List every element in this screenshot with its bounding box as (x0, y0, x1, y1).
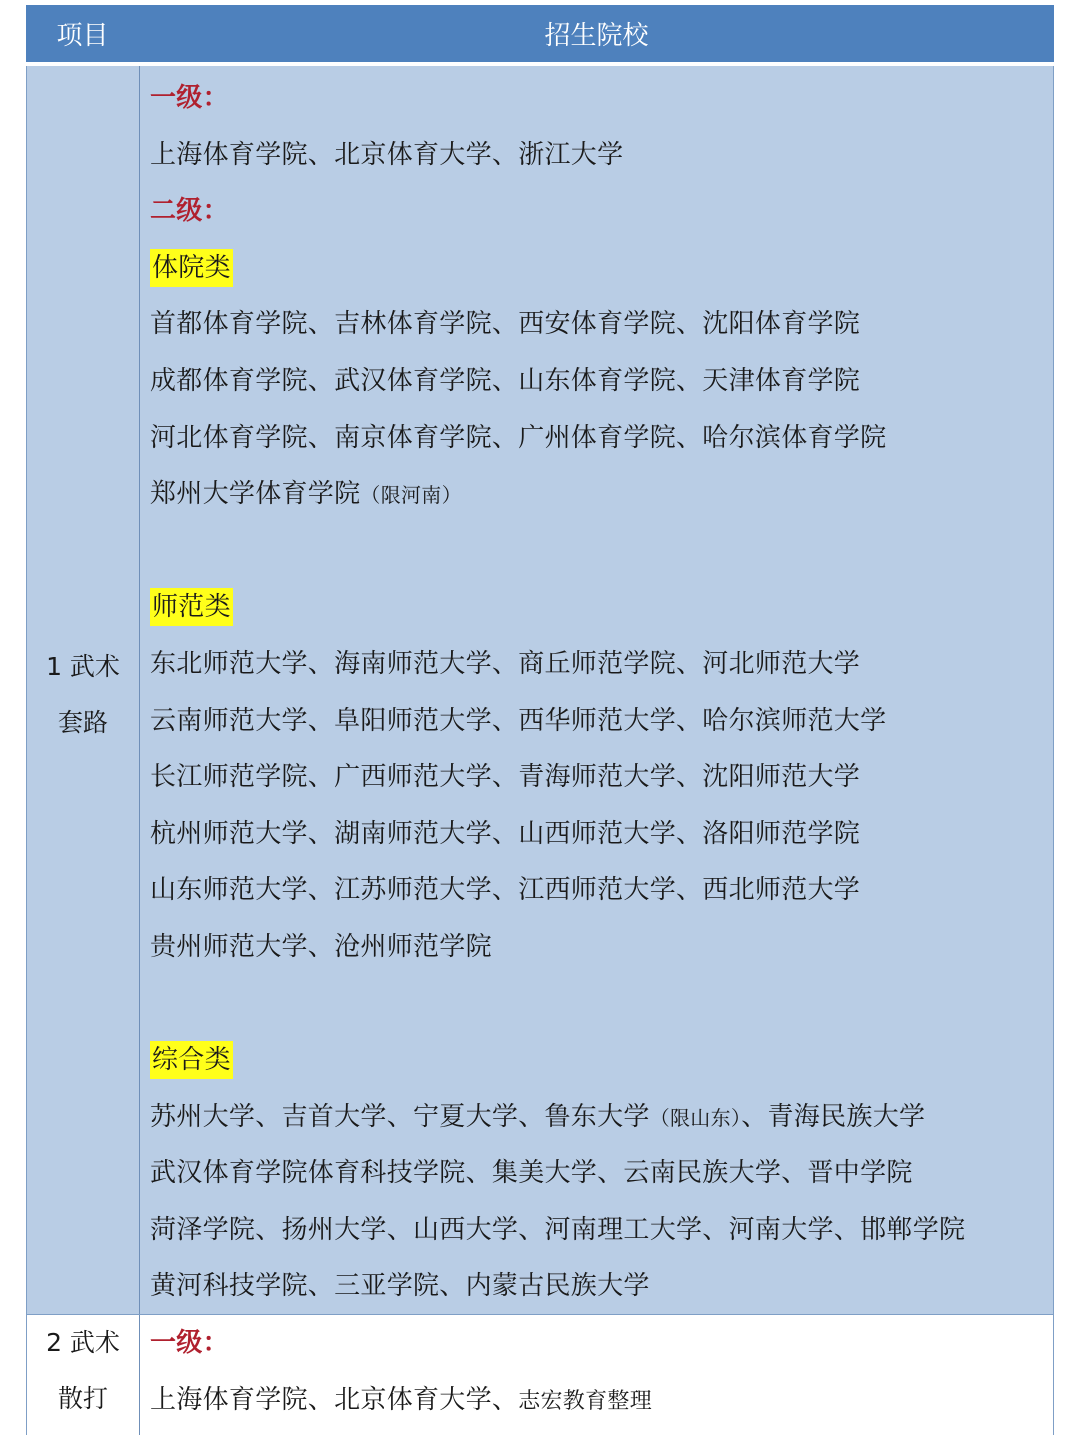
level-1-label: 一级： (150, 83, 229, 113)
list-item: 云南师范大学、阜阳师范大学、西华师范大学、哈尔滨师范大学 (150, 705, 887, 736)
list-item: 成都体育学院、武汉体育学院、山东体育学院、天津体育学院 (150, 365, 861, 396)
restriction-note: （限河南） (360, 483, 462, 508)
list-item: 长江师范学院、广西师范大学、青海师范大学、沈阳师范大学 (150, 762, 861, 793)
table-row-wushu-sanda (26, 1314, 1054, 1435)
item-name-line2: 套路 (57, 708, 108, 737)
admissions-table (26, 5, 1054, 1435)
list-item: 贵州师范大学、沧州师范学院 (150, 931, 492, 962)
header-item: 项目 (56, 21, 109, 51)
level-1-schools: 上海体育学院、北京体育大学、浙江大学 (150, 139, 624, 170)
level-2-label: 二级： (150, 196, 229, 227)
item-name-line2: 散打 (57, 1384, 108, 1413)
table-row-wushu-taolu (26, 66, 1054, 1314)
category-normal-universities: 师范类 (150, 579, 1053, 636)
item-cell (27, 1315, 140, 1435)
list-item: 东北师范大学、海南师范大学、商丘师范学院、河北师范大学 (150, 648, 861, 679)
level-1-schools: 上海体育学院、北京体育大学、志宏教育整理 (150, 1384, 653, 1415)
list-item: 郑州大学体育学院（限河南） (150, 479, 462, 510)
list-item: 杭州师范大学、湖南师范大学、山西师范大学、洛阳师范学院 (150, 818, 861, 849)
header-schools: 招生院校 (544, 21, 649, 51)
list-item: 苏州大学、吉首大学、宁夏大学、鲁东大学（限山东）、青海民族大学 (150, 1101, 926, 1132)
schools-cell (140, 1315, 1053, 1435)
list-item: 菏泽学院、扬州大学、山西大学、河南理工大学、河南大学、邯郸学院 (150, 1214, 966, 1245)
schools-cell (140, 66, 1053, 1314)
list-item: 黄河科技学院、三亚学院、内蒙古民族大学 (150, 1271, 650, 1302)
list-item: 河北体育学院、南京体育学院、广州体育学院、哈尔滨体育学院 (150, 422, 887, 453)
restriction-note: （限山东） (649, 1105, 742, 1130)
item-cell (27, 66, 140, 1314)
list-item: 首都体育学院、吉林体育学院、西安体育学院、沈阳体育学院 (150, 309, 861, 340)
item-name-line1: 2 武术 (46, 1328, 120, 1357)
list-item: 武汉体育学院体育科技学院、集美大学、云南民族大学、晋中学院 (150, 1158, 913, 1189)
table-header (26, 5, 1054, 62)
category-sports-colleges: 体院类 (150, 240, 1053, 297)
item-name-line1: 1 武术 (46, 652, 120, 681)
list-item: 山东师范大学、江苏师范大学、江西师范大学、西北师范大学 (150, 875, 861, 906)
level-1-label: 一级： (150, 1328, 229, 1358)
category-comprehensive: 综合类 (150, 1032, 1053, 1089)
watermark-text: 志宏教育整理 (518, 1388, 653, 1414)
